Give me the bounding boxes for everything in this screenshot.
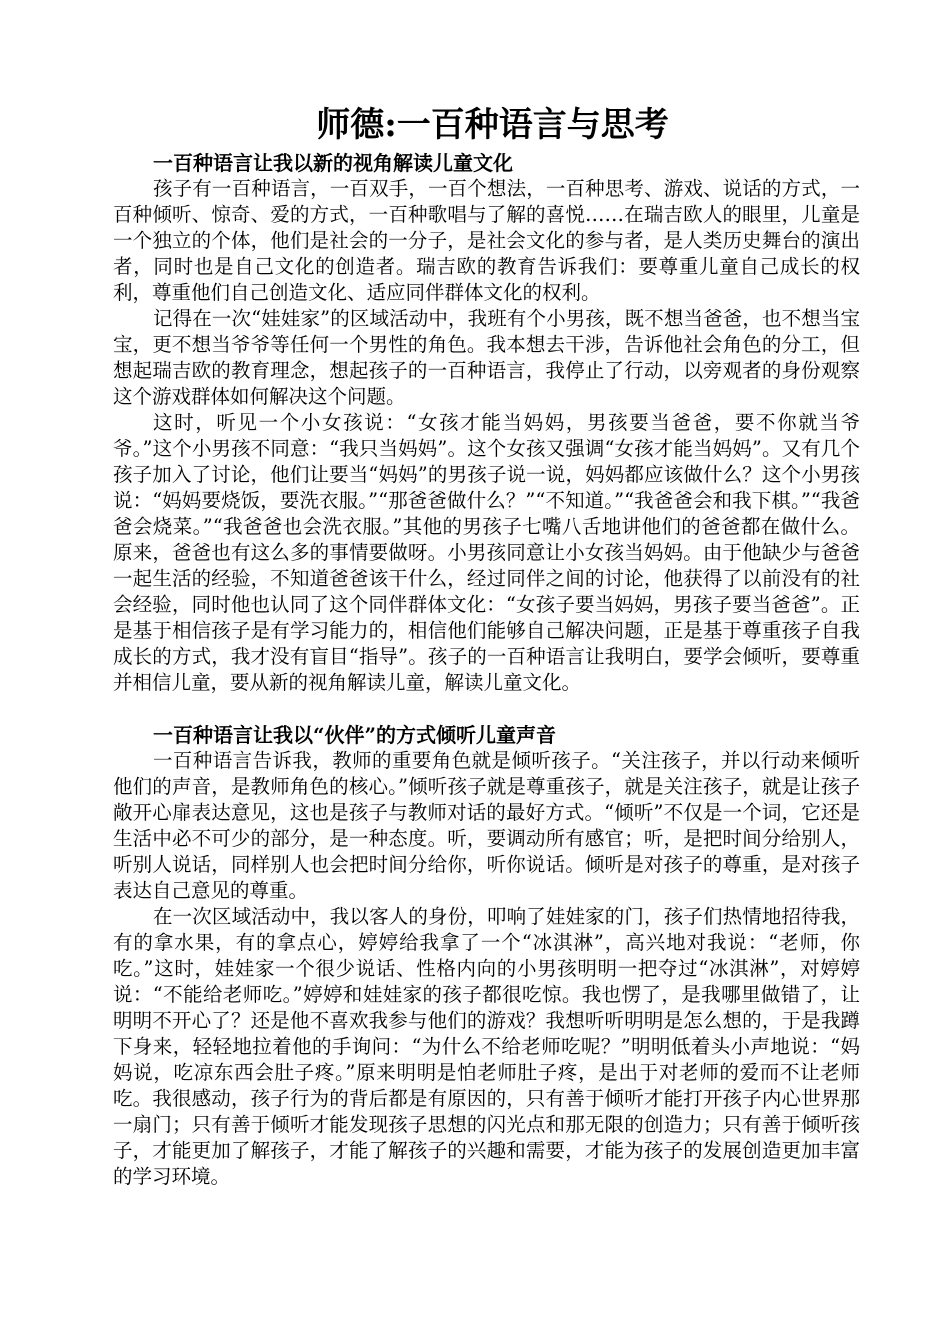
- section-1-heading: 一百种语言让我以新的视角解读儿童文化: [153, 151, 513, 175]
- section-2-paragraph-2: 在一次区域活动中，我以客人的身份，叩响了娃娃家的门，孩子们热情地招待我，有的拿水果，有的拿点心，婷婷给我拿了一个“冰淇淋”，高兴地对我说：“老师，你吃。”这时，娃娃家一个很少说话、性格内向的小男孩明明一把夺过“冰淇淋”，对婷婷说：“不能给老师吃。”婷婷和娃娃家的孩子都很吃惊。我也愣了，是我哪里做错了，让明明不开心了？还是他不喜欢我参与他们的游戏？我想听听明明是怎么想的，于是我蹲下身来，轻轻地拉着他的手询问：“为什么不给老师吃呢？”明明低着头小声地说：“妈妈说，吃凉东西会肚子疼。”原来明明是怕老师肚子疼，是出于对老师的爱而不让老师吃。我很感动，孩子行为的背后都是有原因的，只有善于倾听才能打开孩子内心世界那一扇门；只有善于倾听才能发现孩子思想的闪光点和那无限的创造力；只有善于倾听孩子，才能更加了解孩子，才能了解孩子的兴趣和需要，才能为孩子的发展创造更加丰富的学习环境。: [113, 905, 860, 1188]
- section-1-paragraph-1: 孩子有一百种语言，一百双手，一百个想法，一百种思考、游戏、说话的方式，一百种倾听、惊奇、爱的方式，一百种歌唱与了解的喜悦……在瑞吉欧人的眼里，儿童是一个独立的个体，他们是社会的一分子，是社会文化的参与者，是人类历史舞台的演出者，同时也是自己文化的创造者。瑞吉欧的教育告诉我们：要尊重儿童自己成长的权利，尊重他们自己创造文化、适应同伴群体文化的权利。: [113, 177, 860, 304]
- section-spacer: [113, 696, 860, 722]
- section-2-paragraph-1: 一百种语言告诉我，教师的重要角色就是倾听孩子。“关注孩子，并以行动来倾听他们的声音，是教师角色的核心。”倾听孩子就是尊重孩子，就是关注孩子，就是让孩子敞开心扉表达意见，这也是孩子与教师对话的最好方式。“倾听”不仅是一个词，它还是生活中必不可少的部分，是一种态度。听，要调动所有感官；听，是把时间分给别人，听别人说话，同样别人也会把时间分给你，听你说话。倾听是对孩子的尊重，是对孩子表达自己意见的尊重。: [113, 749, 860, 902]
- section-1-paragraph-2: 记得在一次“娃娃家”的区域活动中，我班有个小男孩，既不想当爸爸，也不想当宝宝，更不想当爷爷等任何一个男性的角色。我本想去干涉，告诉他社会角色的分工，但想起瑞吉欧的教育理念，想起孩子的一百种语言，我停止了行动，以旁观者的身份观察这个游戏群体如何解决这个问题。: [113, 307, 860, 408]
- document-page: [113, 100, 860, 1190]
- section-1: [113, 150, 860, 696]
- section-2: [113, 722, 860, 1190]
- document-title: 师德:一百种语言与思考: [316, 105, 669, 145]
- section-2-heading: 一百种语言让我以“伙伴”的方式倾听儿童声音: [153, 723, 557, 747]
- section-1-paragraph-3: 这时，听见一个小女孩说：“女孩才能当妈妈，男孩要当爸爸，要不你就当爷爷。”这个小男孩不同意：“我只当妈妈”。这个女孩又强调“女孩才能当妈妈”。又有几个孩子加入了讨论，他们让要当“妈妈”的男孩子说一说，妈妈都应该做什么？这个小男孩说：“妈妈要烧饭，要洗衣服。”“那爸爸做什么？”“不知道。”“我爸爸会和我下棋。”“我爸爸会烧菜。”“我爸爸也会洗衣服。”其他的男孩子七嘴八舌地讲他们的爸爸都在做什么。原来，爸爸也有这么多的事情要做呀。小男孩同意让小女孩当妈妈。由于他缺少与爸爸一起生活的经验，不知道爸爸该干什么，经过同伴之间的讨论，他获得了以前没有的社会经验，同时他也认同了这个同伴群体文化：“女孩子要当妈妈，男孩子要当爸爸”。正是基于相信孩子是有学习能力的，相信他们能够自己解决问题，正是基于尊重孩子自我成长的方式，我才没有盲目“指导”。孩子的一百种语言让我明白，要学会倾听，要尊重并相信儿童，要从新的视角解读儿童，解读儿童文化。: [113, 411, 860, 694]
